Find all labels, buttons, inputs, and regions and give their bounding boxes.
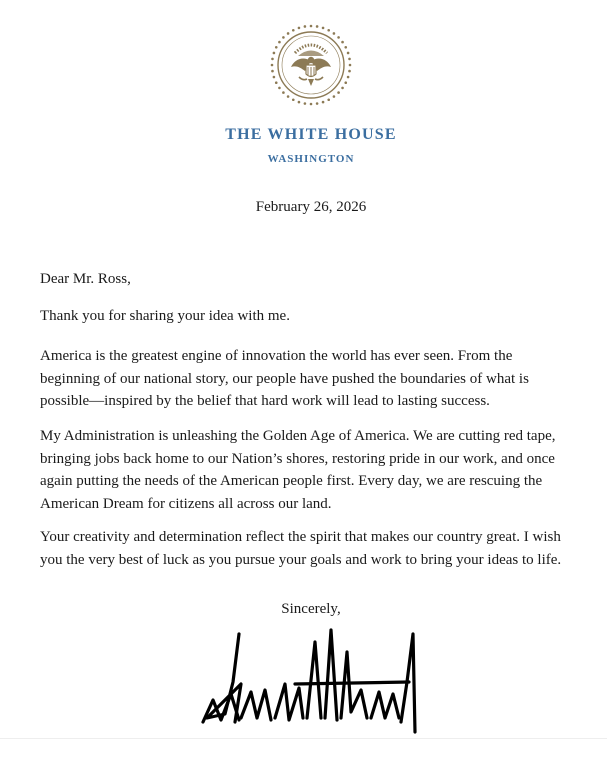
paragraph-4: Your creativity and determination reflect the spirit that makes our country great. I wish you the very best of luck as you pursue your goals and work to bring your ideas to life. [40, 529, 562, 568]
letterhead-title: THE WHITE HOUSE [225, 126, 397, 143]
seal-star [349, 64, 352, 67]
seal-star [275, 81, 278, 84]
seal-star [271, 70, 274, 73]
seal-star [316, 102, 319, 105]
seal-star [304, 25, 307, 28]
footer-divider [0, 738, 607, 739]
seal-star [282, 91, 285, 94]
seal-star [344, 81, 347, 84]
seal-star [337, 36, 340, 39]
handwritten-signature [195, 622, 425, 740]
seal-star [348, 58, 351, 61]
seal-star [298, 101, 301, 104]
paragraph-1: Thank you for sharing your idea with me. [40, 308, 290, 324]
seal-star [275, 46, 278, 49]
seal-star [278, 41, 281, 44]
seal-star [310, 25, 313, 28]
seal-star [287, 32, 290, 35]
seal-star [292, 98, 295, 101]
greeting: Dear Mr. Ross, [40, 271, 131, 287]
seal-star [287, 95, 290, 98]
seal-star [341, 87, 344, 90]
seal-star [344, 46, 347, 49]
seal-star [327, 98, 330, 101]
seal-star [304, 102, 307, 105]
seal-star [273, 52, 276, 55]
seal-star [282, 36, 285, 39]
letter-date: February 26, 2026 [255, 199, 367, 215]
seal-star [347, 76, 350, 79]
seal-star [327, 29, 330, 32]
paragraph-2: America is the greatest engine of innovation the world has ever seen. From the beginning of our national story, our people have pushed the boundaries of what is possible—inspired by the belief that hard work will lead to lasting success. [40, 348, 529, 409]
seal-star [322, 27, 325, 30]
closing: Sincerely, [281, 601, 341, 617]
seal-star [333, 32, 336, 35]
seal-star [341, 41, 344, 44]
seal-star [333, 95, 336, 98]
seal-star [322, 101, 325, 104]
seal-star [337, 91, 340, 94]
seal-star [310, 103, 313, 106]
seal-star [271, 58, 274, 61]
letterhead-subtitle: WASHINGTON [267, 153, 355, 165]
paragraph-3: My Administration is unleashing the Golden Age of America. We are cutting red tape, bringing jobs back home to our Nation’s shores, restoring pride in our work, and once again putting the needs of the American people first. Every day, we are rescuing the American Dream for citizens all across our land. [40, 428, 556, 512]
seal-star [348, 70, 351, 73]
seal-star [273, 76, 276, 79]
seal-star [271, 64, 274, 67]
seal-star [278, 87, 281, 90]
presidential-seal-icon [269, 23, 353, 107]
seal-star [298, 27, 301, 30]
seal-star [316, 25, 319, 28]
seal-star [292, 29, 295, 32]
seal-star [347, 52, 350, 55]
